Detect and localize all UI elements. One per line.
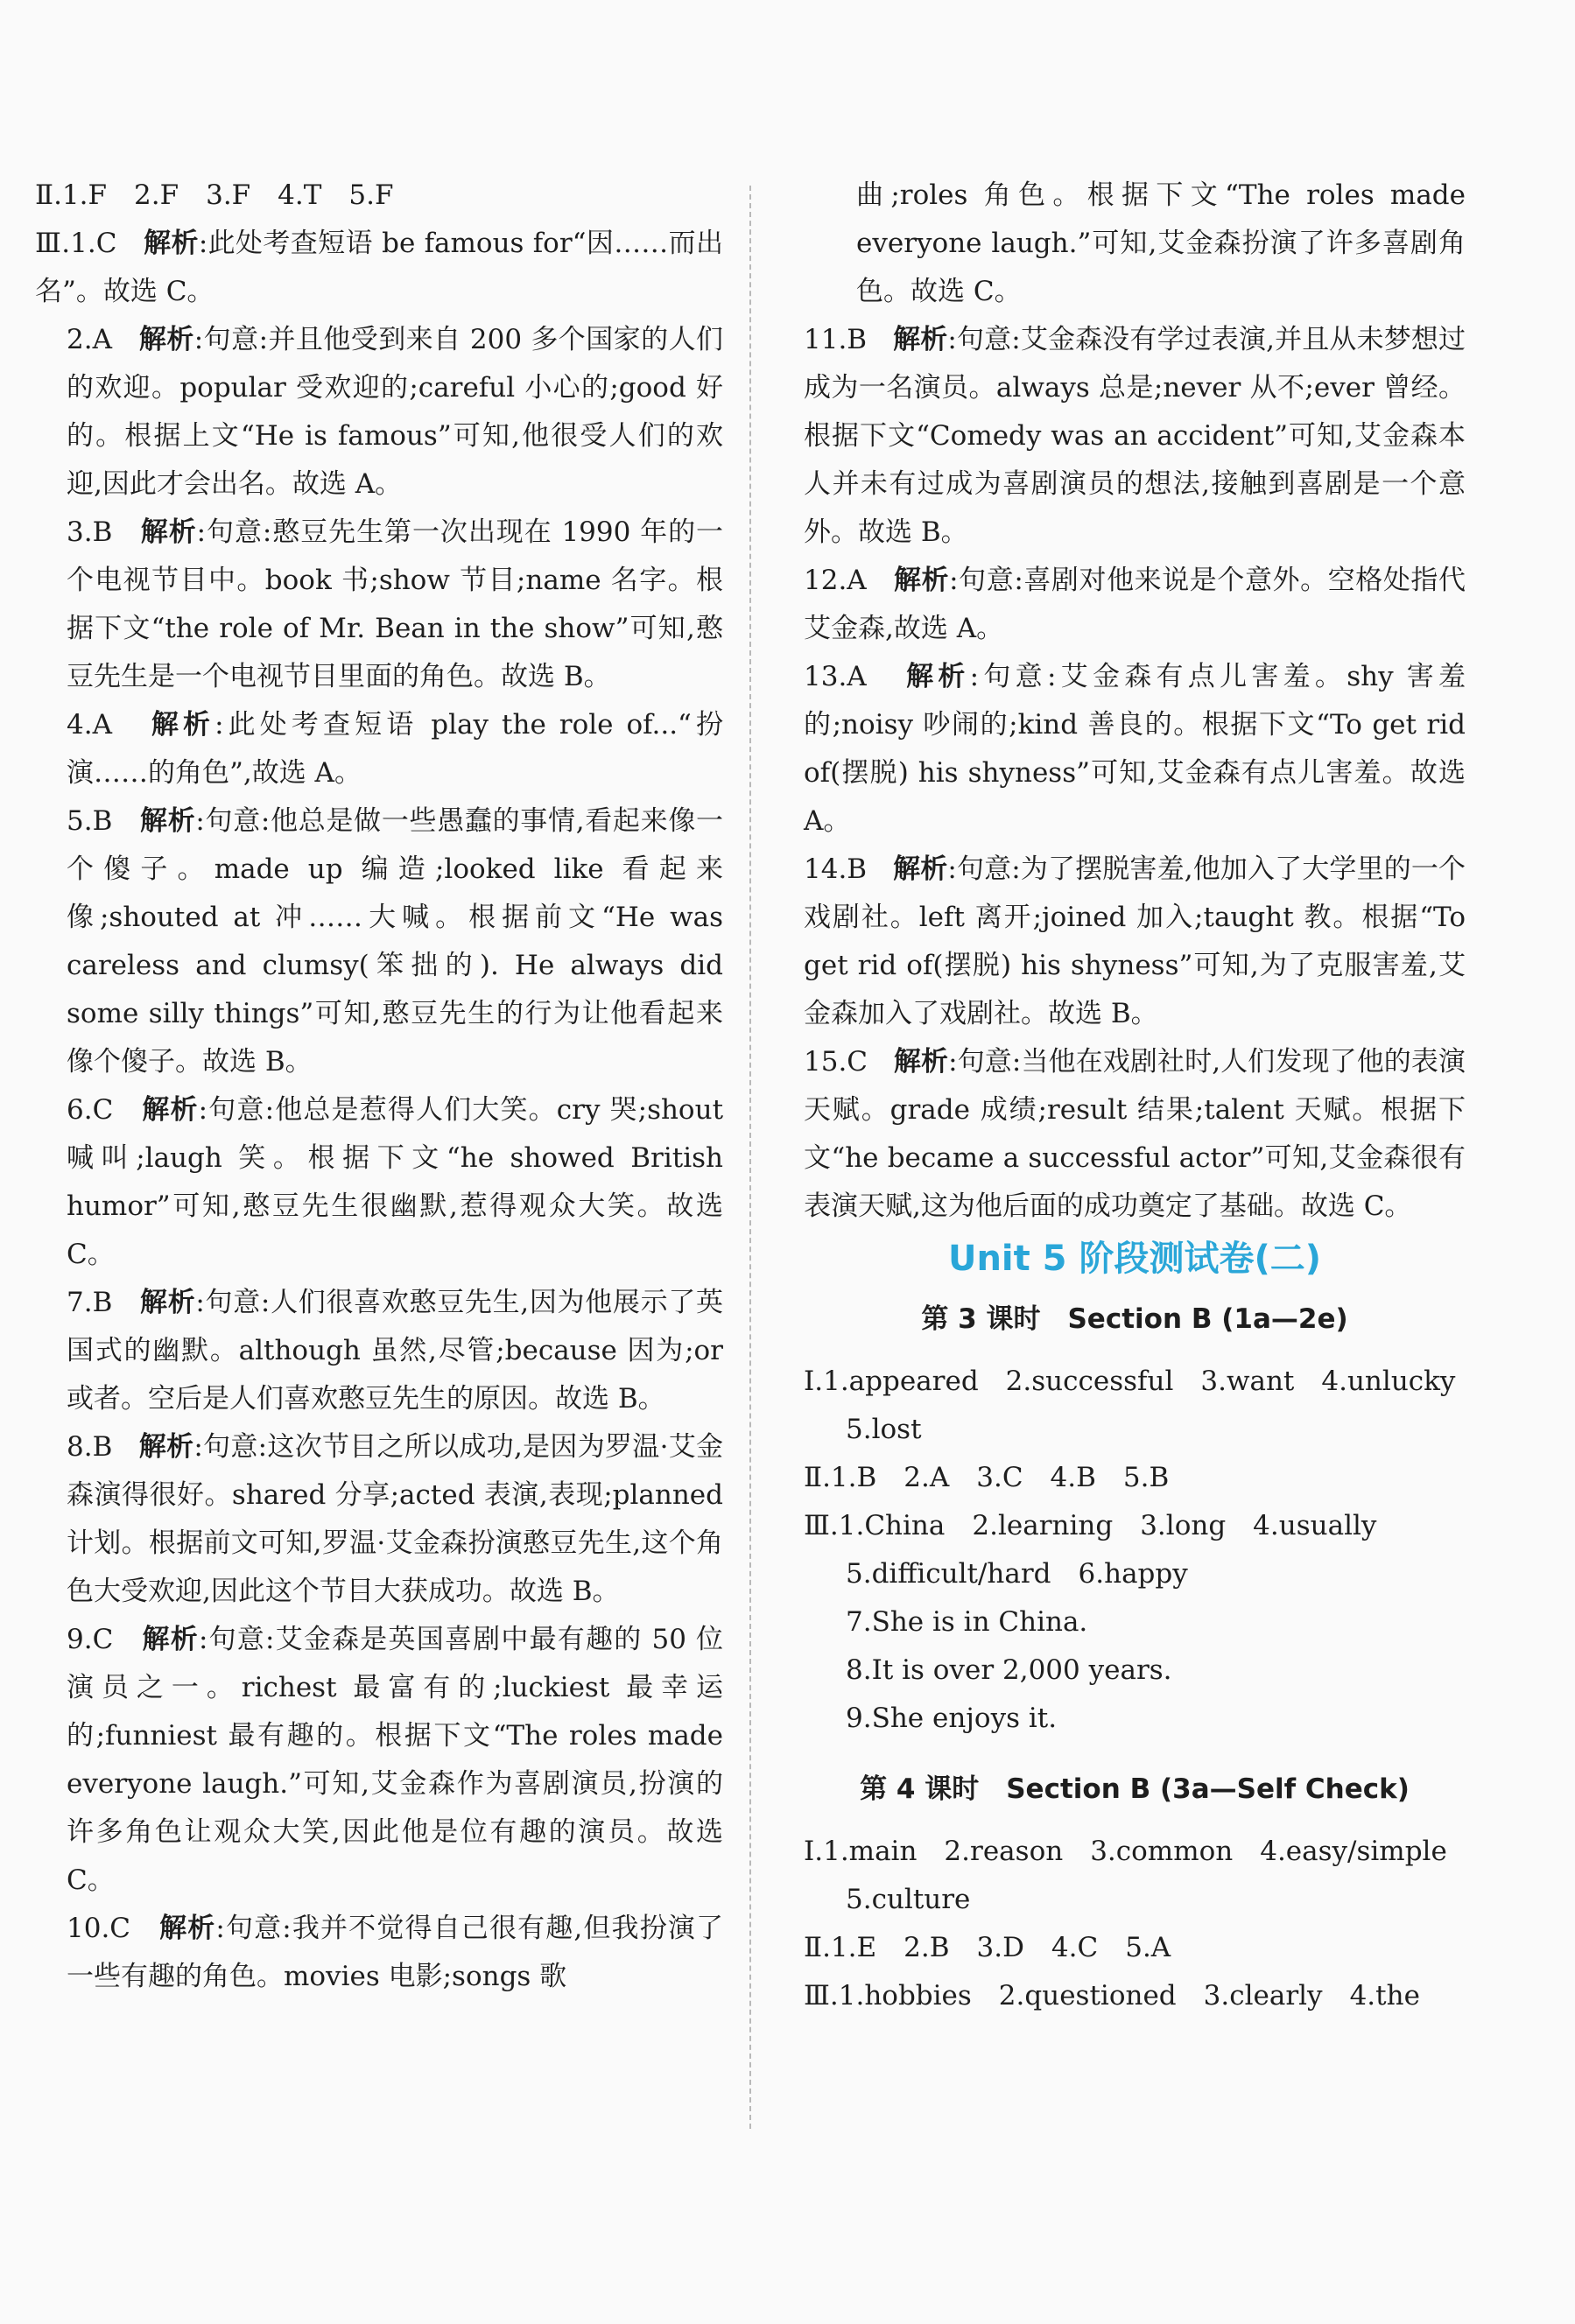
answer-line: Ⅰ.1.appeared 2.successful 3.want 4.unlucky — [804, 1366, 1456, 1397]
answer-line: 9.She enjoys it. — [846, 1703, 1058, 1734]
item-number: 15.C — [804, 1046, 868, 1078]
analysis-text: :句意:他总是惹得人们大笑。cry 哭;shout 喊叫;laugh 笑。根据下文“he showed British humor”可知,憨豆先生很幽默,惹得观众大笑。故选 C。 — [67, 1094, 724, 1270]
answer-item — [35, 509, 723, 701]
answer-line: 8.It is over 2,000 years. — [846, 1654, 1172, 1686]
column-divider — [749, 186, 751, 2129]
analysis-label: 解析 — [893, 565, 950, 596]
answer-line: Ⅰ.1.main 2.reason 3.common 4.easy/simple — [804, 1836, 1447, 1867]
analysis-text: :句意:喜剧对他来说是个意外。空格处指代艾金森,故选 A。 — [804, 565, 1466, 644]
analysis-text: :句意:艾金森有点儿害羞。shy 害羞的;noisy 吵闹的;kind 善良的。根据下文“To get rid of(摆脱) his shyness”可知,艾金森有点儿害羞。故选 A。 — [804, 661, 1466, 837]
item-number: 11.B — [804, 324, 868, 355]
analysis-label: 解析 — [142, 1094, 199, 1126]
analysis-label: 解析 — [893, 324, 948, 355]
right-column — [804, 172, 1466, 2020]
analysis-text: :此处考查短语 play the role of...“扮演……的角色”,故选 A。 — [67, 709, 724, 789]
analysis-text: :句意:当他在戏剧社时,人们发现了他的表演天赋。grade 成绩;result 结果;talent 天赋。根据下文“he became a successful actor”可知,艾金森很有表演天赋,这为他后面的成功奠定了基础。故选 C。 — [804, 1046, 1466, 1222]
answer-line: Ⅱ.1.B 2.A 3.C 4.B 5.B — [804, 1462, 1170, 1493]
answer-item — [804, 653, 1466, 846]
item-number: 8.B — [67, 1431, 113, 1463]
item-number: 5.B — [67, 805, 113, 837]
analysis-text: :句意:我并不觉得自己很有趣,但我扮演了一些有趣的角色。movies 电影;songs 歌 — [67, 1913, 724, 1992]
item-number: 14.B — [804, 853, 868, 885]
answer-line: Ⅲ.1.China 2.learning 3.long 4.usually — [804, 1510, 1377, 1541]
answer-item — [804, 1038, 1466, 1231]
item-number: 4.A — [67, 709, 112, 741]
analysis-text: :此处考查短语 be famous for“因……而出名”。故选 C。 — [35, 228, 723, 307]
item-number: 9.C — [67, 1624, 114, 1655]
analysis-label: 解析 — [151, 709, 215, 741]
item-number: 7.B — [67, 1287, 113, 1318]
answer-item — [804, 557, 1466, 653]
item-number: 13.A — [804, 661, 867, 692]
answer-item — [804, 846, 1466, 1038]
answer-line: 5.culture — [846, 1884, 971, 1915]
item-number: 3.B — [67, 516, 113, 548]
item-number: Ⅲ.1.C — [35, 228, 117, 259]
answer-line-roman2: Ⅱ.1.F 2.F 3.F 4.T 5.F — [35, 179, 394, 211]
answer-item — [35, 316, 723, 509]
analysis-label: 解析 — [159, 1913, 216, 1944]
unit-title: Unit 5 阶段测试卷(二) — [947, 1239, 1322, 1279]
analysis-label: 解析 — [893, 1046, 949, 1078]
analysis-text: :句意:艾金森是英国喜剧中最有趣的 50 位演员之一。richest 最富有的;luckiest 最幸运的;funniest 最有趣的。根据下文“The roles made everyone laugh.”可知,艾金森作为喜剧演员,扮演的许多角色让观众大笑,因此他是位有趣的演员。故选 C。 — [67, 1624, 724, 1896]
answer-item-roman3-1 — [35, 220, 723, 316]
analysis-label: 解析 — [142, 1624, 199, 1655]
left-column — [35, 172, 723, 2001]
analysis-label: 解析 — [893, 853, 948, 885]
answer-line: Ⅲ.1.hobbies 2.questioned 3.clearly 4.the — [804, 1980, 1420, 2012]
answer-item — [35, 701, 723, 797]
answer-item — [35, 1616, 723, 1905]
item-10-continuation: 曲;roles 角色。根据下文“The roles made everyone laugh.”可知,艾金森扮演了许多喜剧角色。故选 C。 — [856, 179, 1466, 307]
answer-item — [804, 316, 1466, 557]
analysis-text: :句意:并且他受到来自 200 多个国家的人们的欢迎。popular 受欢迎的;careful 小心的;good 好的。根据上文“He is famous”可知,他很受人们的欢迎,因此才会出名。故选 A。 — [67, 324, 724, 500]
section-title-lesson3: 第 3 课时 Section B (1a—2e) — [921, 1303, 1348, 1335]
item-number: 12.A — [804, 565, 867, 596]
answer-item — [35, 1086, 723, 1279]
analysis-label: 解析 — [140, 805, 196, 837]
answer-line: 5.difficult/hard 6.happy — [846, 1558, 1188, 1590]
item-number: 2.A — [67, 324, 112, 355]
analysis-text: :句意:这次节目之所以成功,是因为罗温·艾金森演得很好。shared 分享;acted 表演,表现;planned 计划。根据前文可知,罗温·艾金森扮演憨豆先生,这个角色大受欢迎,因此这个节目大获成功。故选 B。 — [67, 1431, 724, 1607]
answer-item — [35, 797, 723, 1086]
answer-item — [35, 1423, 723, 1616]
right-item-list — [804, 316, 1466, 1231]
answer-line: 5.lost — [846, 1414, 922, 1445]
analysis-text: :句意:艾金森没有学过表演,并且从未梦想过成为一名演员。always 总是;never 从不;ever 曾经。根据下文“Comedy was an accident”可知,艾金森本人并未有过成为喜剧演员的想法,接触到喜剧是一个意外。故选 B。 — [804, 324, 1466, 548]
analysis-text: :句意:他总是做一些愚蠢的事情,看起来像一个傻子。made up 编造;looked like 看起来像;shouted at 冲……大喊。根据前文“He was careless and clumsy(笨拙的). He always did some silly things”可知,憨豆先生的行为让他看起来像个傻子。故选 B。 — [67, 805, 724, 1078]
item-number: 10.C — [67, 1913, 131, 1944]
analysis-label: 解析 — [140, 1287, 196, 1318]
section-title-lesson4: 第 4 课时 Section B (3a—Self Check) — [860, 1773, 1410, 1805]
left-item-list — [35, 316, 723, 2001]
answer-item — [35, 1279, 723, 1423]
item-number: 6.C — [67, 1094, 114, 1126]
answer-line: Ⅱ.1.E 2.B 3.D 4.C 5.A — [804, 1932, 1171, 1963]
analysis-label: 解析 — [906, 661, 970, 692]
answer-item — [35, 1905, 723, 2001]
analysis-label: 解析 — [138, 1431, 194, 1463]
analysis-label: 解析 — [144, 228, 199, 259]
answer-line: 7.She is in China. — [846, 1606, 1088, 1638]
analysis-text: :句意:憨豆先生第一次出现在 1990 年的一个电视节目中。book 书;show 节目;name 名字。根据下文“the role of Mr. Bean in the show”可知,憨豆先生是一个电视节目里面的角色。故选 B。 — [67, 516, 724, 692]
analysis-text: :句意:为了摆脱害羞,他加入了大学里的一个戏剧社。left 离开;joined 加入;taught 教。根据“To get rid of(摆脱) his shyness”可知,为了克服害羞,艾金森加入了戏剧社。故选 B。 — [804, 853, 1466, 1029]
analysis-label: 解析 — [138, 324, 194, 355]
analysis-label: 解析 — [140, 516, 197, 548]
analysis-text: :句意:人们很喜欢憨豆先生,因为他展示了英国式的幽默。although 虽然,尽管;because 因为;or 或者。空后是人们喜欢憨豆先生的原因。故选 B。 — [67, 1287, 724, 1415]
